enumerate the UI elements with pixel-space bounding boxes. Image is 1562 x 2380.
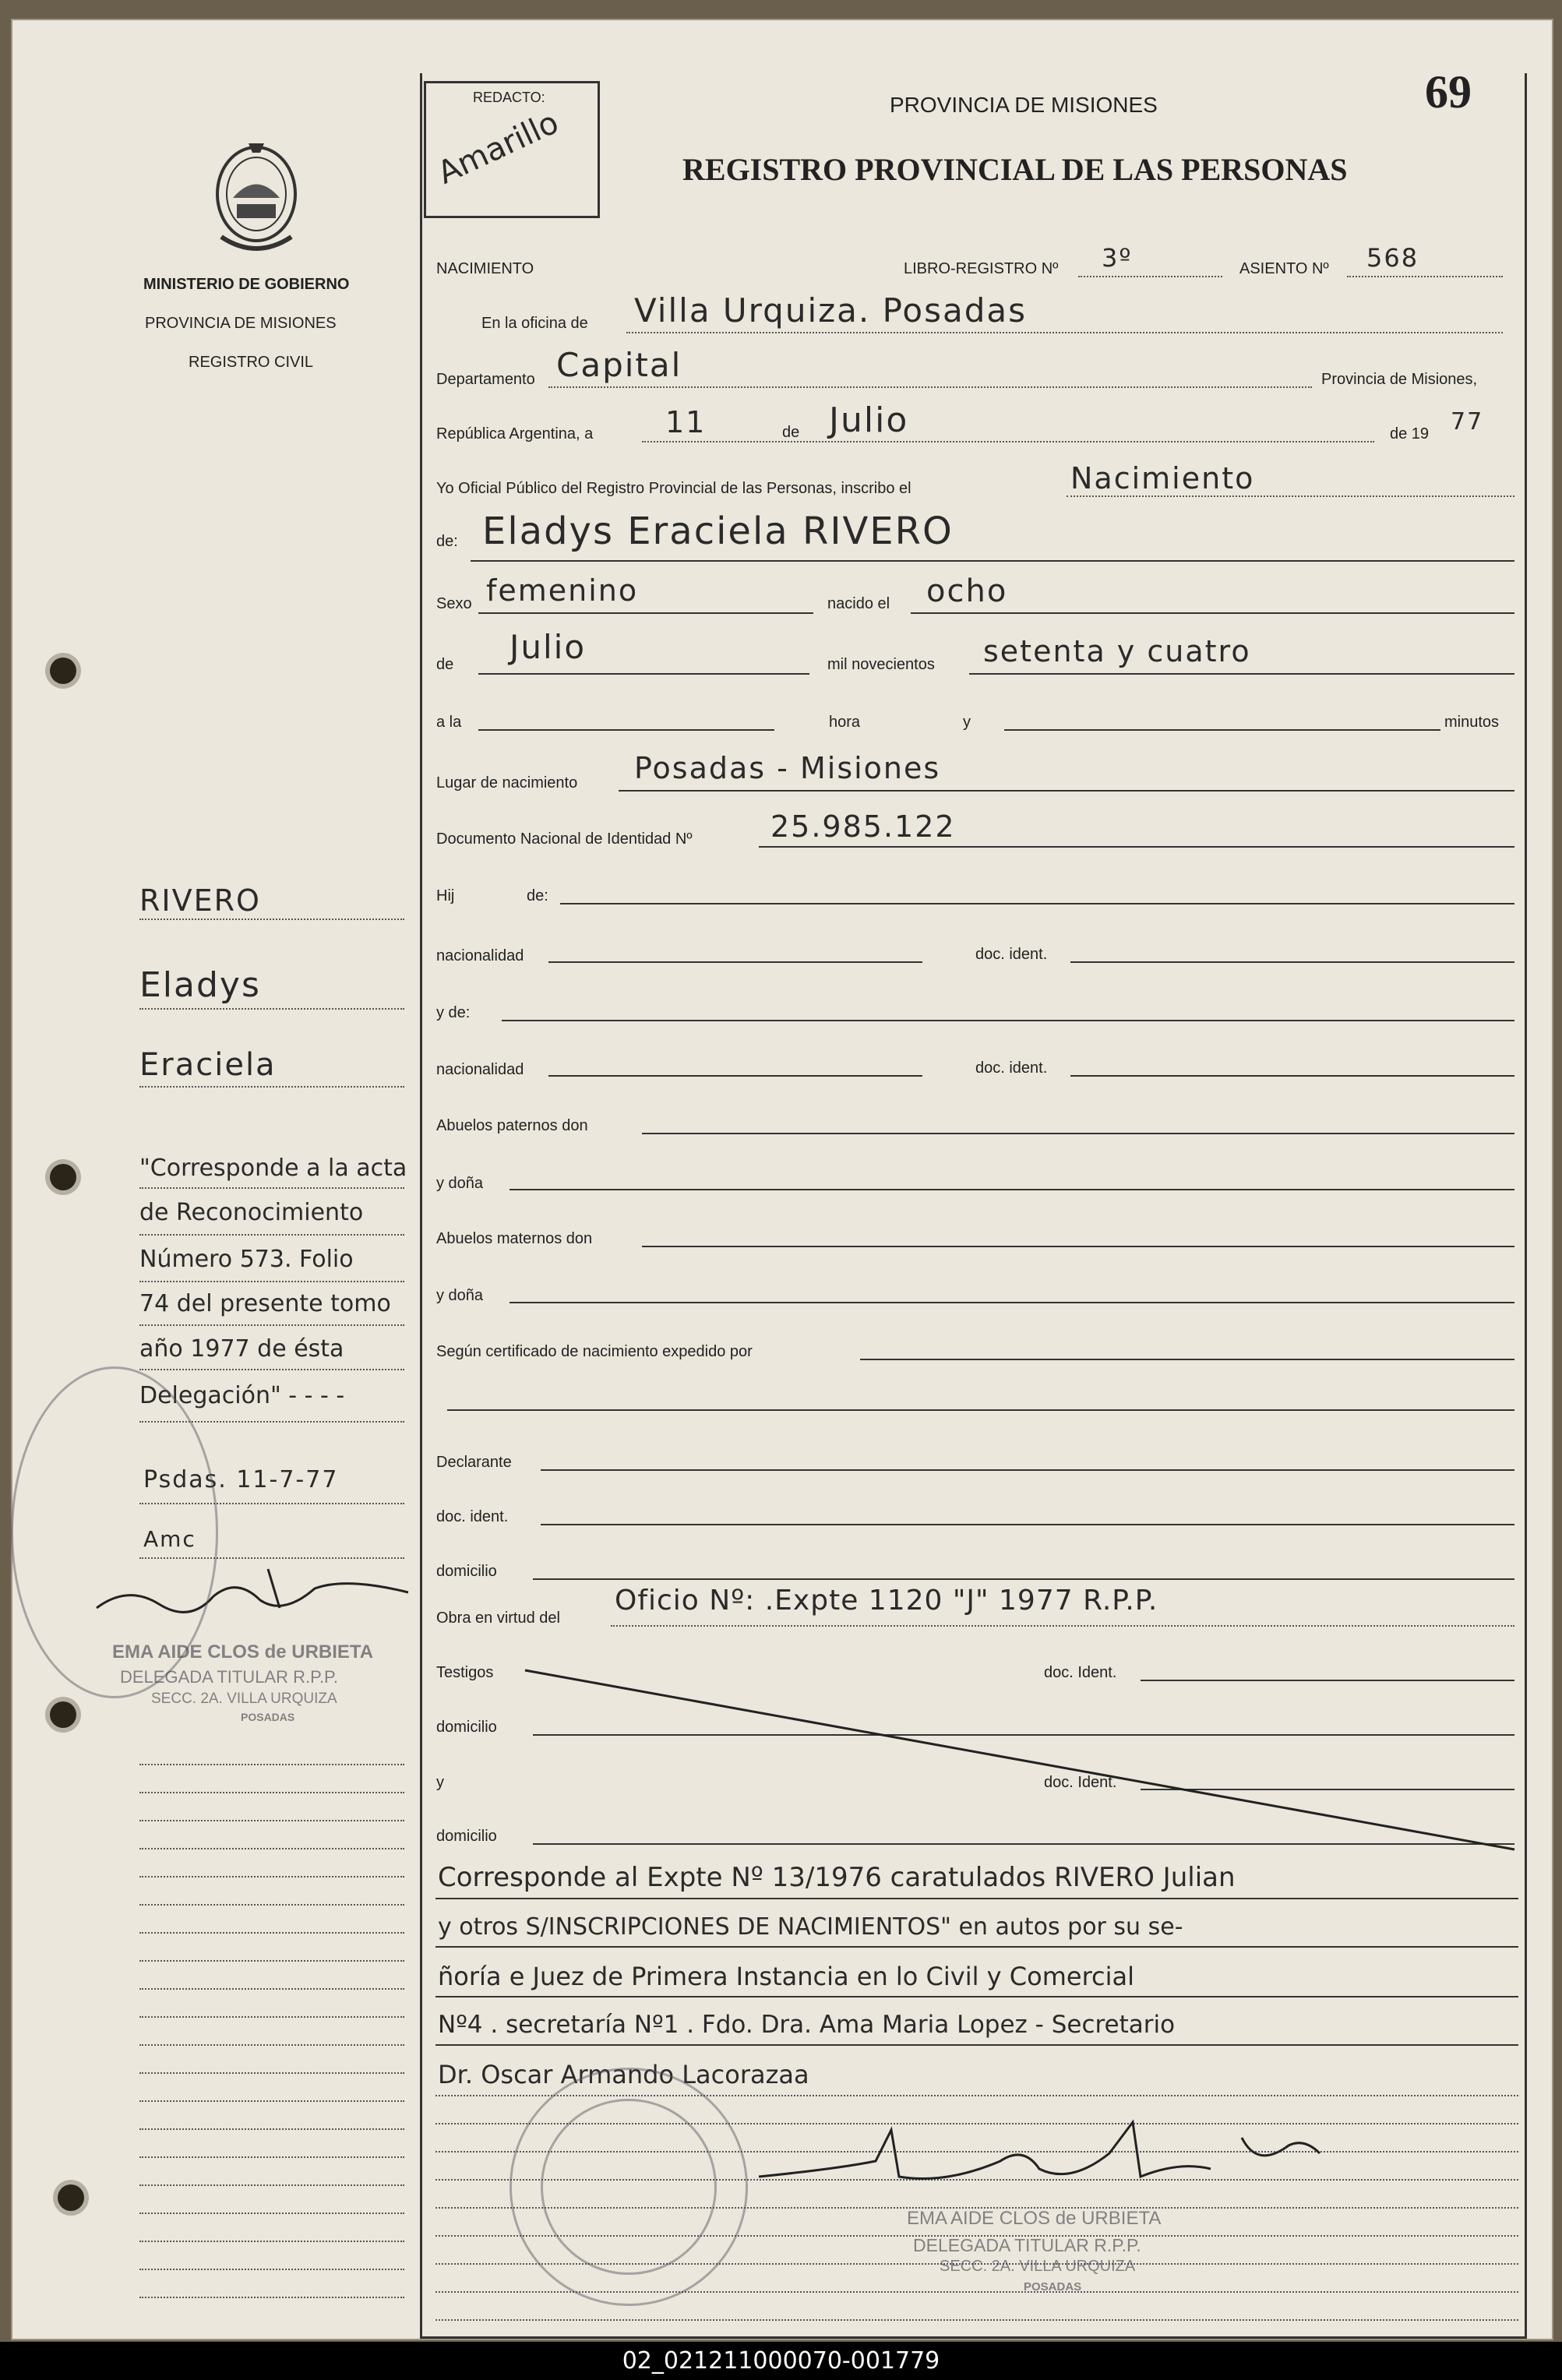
margin-surname: RIVERO [139, 883, 261, 918]
bottom-seal-inner [541, 2099, 717, 2275]
image-id-label: 02_021211000070-001779 [622, 2347, 940, 2375]
annotation-line: Dr. Oscar Armando Lacorazaa [438, 2060, 809, 2089]
ruled-line [139, 1820, 404, 1821]
oficina-label: En la oficina de [481, 315, 588, 332]
doc-ident2-label: doc. ident. [975, 1060, 1048, 1077]
ruled-line [139, 2184, 404, 2186]
year-prefix: de 19 [1390, 425, 1430, 443]
margin-note-line: de Reconocimiento [139, 1199, 364, 1226]
ruled-line [139, 2156, 404, 2158]
libro-label: LIBRO-REGISTRO Nº [904, 260, 1059, 277]
mil-label: mil novecientos [827, 656, 935, 673]
y-label: y [963, 714, 971, 731]
bottom-stamp-section: SECC. 2A. VILLA URQUIZA [940, 2258, 1136, 2275]
nacionalidad2-label: nacionalidad [436, 1061, 524, 1078]
ydona1-label: y doña [436, 1175, 484, 1192]
testigos-label: Testigos [436, 1664, 494, 1681]
person-value: Eladys Eraciela RIVERO [482, 509, 954, 553]
bottom-stamp-name: EMA AIDE CLOS de URBIETA [907, 2208, 1162, 2229]
hij-label: Hij [436, 887, 455, 904]
ruled-line [139, 2100, 404, 2102]
ruled-line [139, 1792, 404, 1793]
abuelos-maternos-label: Abuelos maternos don [436, 1230, 593, 1247]
yde-label: y de: [436, 1004, 471, 1021]
annotation-line: ñoría e Juez de Primera Instancia en lo Civil y Comercial [438, 1962, 1134, 1991]
registry-civil-label: REGISTRO CIVIL [189, 354, 314, 371]
nacionalidad-label: nacionalidad [436, 947, 524, 964]
margin-note-line: año 1977 de ésta [139, 1335, 344, 1363]
nacido-value: ocho [926, 573, 1008, 609]
asiento-label: ASIENTO Nº [1239, 260, 1329, 277]
segun-label: Según certificado de nacimiento expedido por [436, 1343, 753, 1360]
bottom-signature [743, 2114, 1382, 2208]
minutos-label: minutos [1444, 714, 1500, 731]
doc-ident5-label: doc. Ident. [1044, 1774, 1117, 1791]
doc-ident3-label: doc. ident. [436, 1508, 509, 1525]
ministry-label: MINISTERIO DE GOBIERNO [143, 276, 350, 293]
hora-label: hora [829, 714, 861, 731]
margin-note-line: Número 573. Folio [139, 1246, 354, 1273]
image-id-bar [0, 2342, 1562, 2380]
ruled-line [139, 2213, 404, 2214]
day-value: 11 [665, 405, 707, 439]
margin-note-line: Delegación" - - - - [139, 1382, 345, 1409]
registry-page [11, 19, 1553, 2340]
sexo-value: femenino [486, 573, 639, 608]
binding-hole [58, 2184, 84, 2211]
binding-hole [50, 1164, 76, 1190]
margin-note-line: "Corresponde a la acta [139, 1155, 407, 1182]
domicilio1-label: domicilio [436, 1563, 497, 1580]
margin-second-name: Eraciela [139, 1047, 277, 1083]
nacido-label: nacido el [827, 595, 890, 612]
margin-stamp-name: EMA AIDE CLOS de URBIETA [112, 1641, 374, 1662]
redacto-signature: Amarillo [432, 104, 565, 192]
dni-label: Documento Nacional de Identidad Nº [436, 830, 693, 848]
binding-hole [50, 658, 76, 684]
obra-value: Oficio Nº: .Expte 1120 "J" 1977 R.P.P. [615, 1585, 1158, 1617]
annotation-line: y otros S/INSCRIPCIONES DE NACIMIENTOS" en autos por su se- [438, 1913, 1183, 1941]
form-frame [420, 73, 1527, 2339]
province-label: PROVINCIA DE MISIONES [145, 315, 337, 332]
declarante-label: Declarante [436, 1454, 512, 1471]
ruled-line [139, 1932, 404, 1934]
bottom-stamp-title: DELEGADA TITULAR R.P.P. [913, 2235, 1141, 2255]
ala-label: a la [436, 714, 462, 731]
ruled-line [139, 2297, 404, 2298]
sexo-label: Sexo [436, 595, 472, 612]
cancel-line [510, 1655, 1522, 1857]
margin-first-name: Eladys [139, 965, 261, 1005]
domicilio2-label: domicilio [436, 1719, 497, 1736]
departamento-label: Departamento [436, 371, 535, 388]
annotation-line: Nº4 . secretaría Nº1 . Fdo. Dra. Ama Maria Lopez - Secretario [438, 2011, 1176, 2039]
de2-label: de: [527, 887, 548, 904]
lugar-value: Posadas - Misiones [634, 751, 941, 785]
de-month-label: de [436, 656, 454, 673]
oficial-label: Yo Oficial Público del Registro Provincial de las Personas, inscribo el [436, 480, 911, 497]
margin-stamp-title: DELEGADA TITULAR R.P.P. [120, 1667, 339, 1687]
obra-label: Obra en virtud del [436, 1610, 560, 1627]
abuelos-paternos-label: Abuelos paternos don [436, 1117, 588, 1134]
coat-of-arms-emblem [206, 136, 307, 264]
asiento-value: 568 [1366, 243, 1419, 273]
dni-value: 25.985.122 [770, 809, 956, 844]
ydona2-label: y doña [436, 1287, 484, 1304]
oficina-value: Villa Urquiza. Posadas [634, 291, 1028, 330]
de-label: de [782, 424, 800, 441]
bottom-stamp-city: POSADAS [1024, 2280, 1082, 2294]
ruled-line [435, 2319, 1518, 2321]
province-heading: PROVINCIA DE MISIONES [890, 93, 1158, 117]
doc-ident-label: doc. ident. [975, 946, 1048, 963]
margin-stamp-city: POSADAS [241, 1711, 295, 1723]
ruled-line [139, 2128, 404, 2130]
acto-value: Nacimiento [1070, 461, 1255, 495]
birth-month-value: Julio [510, 628, 587, 666]
y2-label: y [436, 1774, 444, 1791]
nacimiento-label: NACIMIENTO [436, 260, 534, 277]
month-value: Julio [829, 400, 909, 440]
page-number: 69 [1425, 66, 1472, 118]
ruled-line [139, 1876, 404, 1878]
ruled-line [139, 1904, 404, 1906]
binding-hole [50, 1701, 76, 1728]
year-value: 77 [1451, 408, 1484, 435]
redacto-label: REDACTO: [473, 90, 545, 105]
ruled-line [139, 1960, 404, 1962]
birth-year-value: setenta y cuatro [983, 634, 1251, 668]
margin-note-line: 74 del presente tomo [139, 1290, 391, 1317]
ruled-line [139, 2241, 404, 2242]
redacto-box [424, 81, 600, 218]
ruled-line [139, 2072, 404, 2074]
ruled-line [139, 1988, 404, 1990]
margin-initials: Amc [143, 1526, 196, 1552]
libro-value: 3º [1102, 243, 1133, 273]
annotation-line: Corresponde al Expte Nº 13/1976 caratulados RIVERO Julian [438, 1862, 1236, 1893]
margin-place-date: Psdas. 11-7-77 [143, 1466, 339, 1493]
margin-stamp-section: SECC. 2A. VILLA URQUIZA [151, 1691, 337, 1707]
departamento-value: Capital [556, 346, 682, 384]
de-person-label: de: [436, 533, 458, 550]
ruled-line [139, 1848, 404, 1849]
ruled-line [139, 1764, 404, 1765]
ruled-line [139, 2016, 404, 2018]
registry-heading: REGISTRO PROVINCIAL DE LAS PERSONAS [682, 152, 1348, 187]
lugar-label: Lugar de nacimiento [436, 774, 578, 792]
ruled-line [139, 2269, 404, 2270]
ruled-line [139, 2044, 404, 2046]
provincia-suffix: Provincia de Misiones, [1321, 371, 1478, 388]
domicilio3-label: domicilio [436, 1828, 497, 1845]
republica-label: República Argentina, a [436, 425, 594, 443]
doc-ident4-label: doc. Ident. [1044, 1664, 1117, 1681]
